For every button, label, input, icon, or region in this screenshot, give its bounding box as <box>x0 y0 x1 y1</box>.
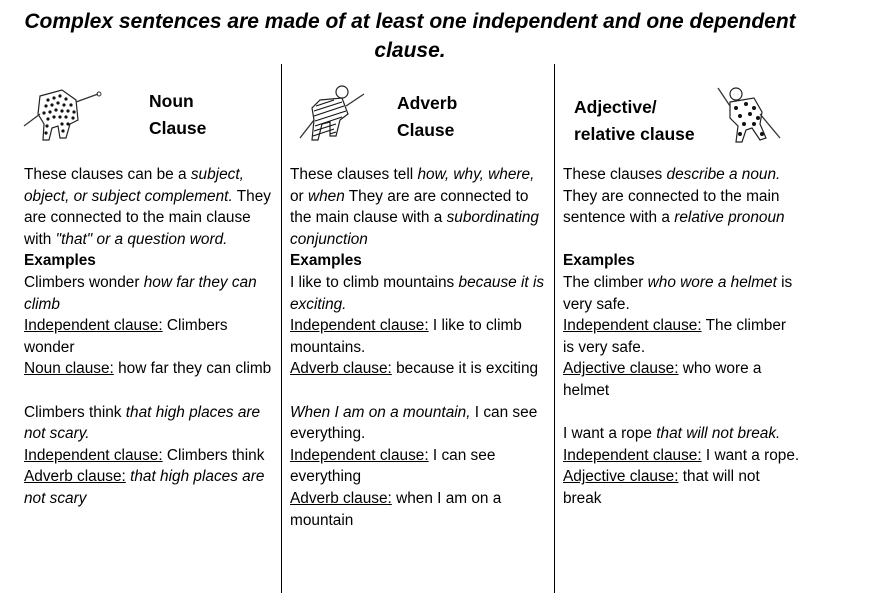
dependent-clause-line-text: who wore a helmet <box>563 360 762 399</box>
independent-clause-line <box>563 445 801 467</box>
independent-clause-line-text: I want a rope. <box>701 446 800 464</box>
independent-clause-line-label: Independent clause: <box>563 446 702 464</box>
text-run: how far they can climb <box>24 273 257 313</box>
dotted-climber-icon <box>22 86 104 144</box>
example-sentence <box>290 272 550 315</box>
dependent-clause-line <box>563 358 801 401</box>
striped-climber-icon <box>298 84 368 146</box>
noun-clause-title-line2: Clause <box>149 118 207 138</box>
example-sentence <box>24 272 278 315</box>
example-sentence <box>563 423 801 445</box>
noun-clause-title-line1: Noun <box>149 91 194 111</box>
independent-clause-line <box>24 445 278 467</box>
text-run: These clauses <box>563 166 667 183</box>
dependent-clause-line-label: Noun clause: <box>24 360 114 378</box>
examples-label: Examples <box>290 252 362 270</box>
text-run: I want a rope <box>563 425 657 443</box>
text-run: how, why, where, <box>417 166 535 183</box>
column-description <box>24 164 278 250</box>
text-run: subject, object, or subject complement. <box>24 166 244 205</box>
text-run: when <box>307 187 345 205</box>
dependent-clause-line-label: Adverb clause: <box>24 468 126 486</box>
text-run: "that" or a question word. <box>55 230 228 248</box>
text-run: that will not break. <box>656 425 781 443</box>
independent-clause-line <box>290 315 550 358</box>
dependent-clause-line-text: that will not break <box>563 468 760 507</box>
text-run: describe a noun. <box>666 166 781 183</box>
adverb-clause-title <box>397 90 457 144</box>
dependent-clause-line-label: Adjective clause: <box>563 360 679 378</box>
text-run: because it is exciting. <box>290 273 545 313</box>
text-run: I like to climb mountains <box>290 273 459 291</box>
dependent-clause-line <box>290 358 550 380</box>
paragraph-spacer <box>24 380 278 402</box>
independent-clause-line-label: Independent clause: <box>563 317 702 335</box>
example-sentence <box>24 402 278 445</box>
independent-clause-line <box>290 445 550 488</box>
independent-clause-line-text: I like to climb mountains. <box>290 317 522 356</box>
noun-clause-title <box>149 88 206 142</box>
dependent-clause-line <box>24 358 278 380</box>
independent-clause-line-text: I can see everything <box>290 446 496 486</box>
text-run: who wore a helmet <box>647 273 777 291</box>
text-run: relative pronoun <box>674 209 785 227</box>
text-run: When I am on a mountain, <box>290 403 471 421</box>
independent-clause-line <box>24 315 278 358</box>
text-run: is very safe. <box>563 273 793 313</box>
text-run: They are connected to the main clause with <box>24 187 271 248</box>
dependent-clause-line-text: when I am on a mountain <box>290 489 502 529</box>
adjective-clause-title <box>574 94 695 148</box>
independent-clause-line-label: Independent clause: <box>24 446 163 464</box>
dependent-clause-line-text: how far they can climb <box>113 360 272 378</box>
example-sentence <box>290 402 550 445</box>
text-run: The climber <box>563 273 648 291</box>
dependent-clause-line-label: Adverb clause: <box>290 489 392 507</box>
text-run: Climbers wonder <box>24 273 144 291</box>
paragraph-spacer <box>563 402 801 424</box>
examples-label: Examples <box>24 252 96 270</box>
independent-clause-line-label: Independent clause: <box>290 446 429 464</box>
adjective-clause-column <box>563 164 801 510</box>
example-sentence <box>563 272 801 315</box>
adverb-clause-column <box>290 164 550 531</box>
independent-clause-line-text: Climbers wonder <box>24 317 228 356</box>
column-description <box>563 164 801 229</box>
adjective-clause-title-line1: Adjective/ <box>574 97 657 117</box>
text-run: These clauses tell <box>290 166 418 183</box>
text-run: that high places are not scary. <box>24 403 261 443</box>
adverb-clause-title-line2: Clause <box>397 120 455 140</box>
text-run: Climbers think <box>24 403 126 421</box>
column-description <box>290 164 550 250</box>
noun-clause-column <box>24 164 278 510</box>
text-run: They are are connected to the main clause with a <box>290 187 529 227</box>
spotted-climber-icon <box>714 84 784 146</box>
text-run: They are connected to the main sentence with a <box>563 187 780 227</box>
paragraph-spacer <box>290 380 550 402</box>
paragraph-spacer <box>563 229 801 251</box>
column-divider-right <box>554 64 555 593</box>
independent-clause-line-label: Independent clause: <box>24 317 163 335</box>
dependent-clause-line <box>563 466 801 509</box>
text-run: I can see everything. <box>290 403 538 443</box>
independent-clause-line-text: Climbers think <box>162 446 265 464</box>
dependent-clause-line <box>290 488 550 531</box>
independent-clause-line-label: Independent clause: <box>290 317 429 335</box>
text-run: subordinating conjunction <box>290 209 539 248</box>
adverb-clause-title-line1: Adverb <box>397 93 458 113</box>
independent-clause-line <box>563 315 801 358</box>
column-divider-left <box>281 64 282 593</box>
page-heading: Complex sentences are made of at least one independent and one dependent clause. <box>24 10 796 62</box>
text-run: or <box>290 187 308 205</box>
dependent-clause-line-label: Adjective clause: <box>563 468 679 486</box>
text-run: These clauses can be a <box>24 166 191 183</box>
dependent-clause-line-label: Adverb clause: <box>290 360 392 378</box>
independent-clause-line-text: The climber is very safe. <box>563 317 787 356</box>
adjective-clause-title-line2: relative clause <box>574 124 695 144</box>
dependent-clause-line <box>24 466 278 509</box>
dependent-clause-line-text: because it is exciting <box>391 360 539 378</box>
dependent-clause-line-text: that high places are not scary <box>24 468 265 507</box>
examples-label: Examples <box>563 252 635 270</box>
